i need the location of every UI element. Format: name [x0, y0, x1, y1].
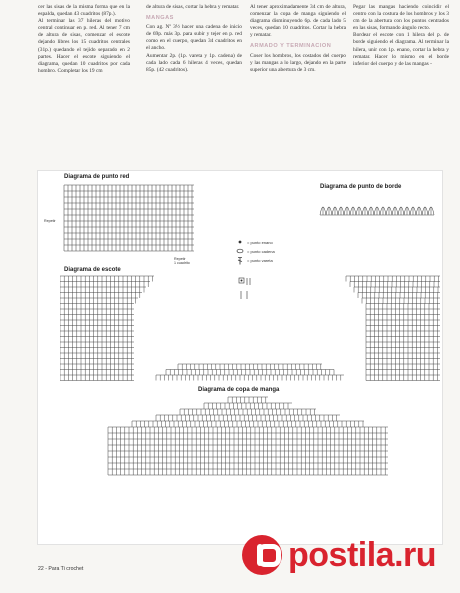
diagram-title-escote: Diagrama de escote: [64, 267, 121, 273]
legend-enano: [236, 239, 273, 245]
paragraph: Con ag. Nº 3½ hacer una cadena de inicio de 69p. más 3p. para subir y tejer en p. red como en el cuerpo, quedan 34 cuadritos en el ancho.: [146, 24, 242, 52]
legend-label: = punto vareta: [247, 257, 273, 263]
vareta-icon: [236, 257, 244, 263]
legend-label: = punto cadena: [247, 248, 275, 254]
copa-manga-diagram: [98, 395, 398, 483]
repetir-label: Repetir: [44, 219, 56, 223]
paragraph: Aumentar 2p. (1p. vareta y 1p. cadena) de cada lado cada 6 hileras 4 veces, quedan 85p. (42 cuadritos).: [146, 52, 242, 73]
paragraph: de altura de sisas, cortar la hebra y rematar.: [146, 4, 240, 10]
repetir-label: Repetir 1 cuadrito: [174, 257, 190, 266]
paragraph: Pegar las mangas haciendo coincidir el centro con la costura de los hombros y los 3 cm de la abertura con los puntos centrados en las sisas, formando ángulo recto.: [353, 4, 449, 32]
legend-vareta: [236, 257, 273, 263]
paragraph: Al tener aproximadamente 34 cm de altura, comenzar la copa de manga siguiendo el diagrama disminuyendo 6p. de cada lado 5 veces, quedan 10 cuadritos. Cortar la hebra y rematar.: [250, 4, 346, 39]
text-column-2: [146, 4, 242, 74]
watermark: [242, 533, 438, 577]
diagram-panel: [37, 170, 443, 545]
diagram-title-punto-red: Diagrama de punto red: [64, 174, 130, 180]
paragraph: Al terminar las 37 hileras del motivo central continuar en p. red. Al tener 7 cm de altura de sisas, comenzar el escote dejando libres los 15 cuadritos centrales (31p.) quedando el tejido separado en 2 partes. Hacer el escote siguiendo el diagrama, quedan 10 cuadritos por cada hombro. Completar los 19 cm: [38, 18, 130, 74]
paragraph: Coser los hombros, los costados del cuerpo y las mangas a lo largo, dejando en la parte superior una abertura de 3 cm.: [250, 52, 346, 73]
paragraph: cer las sisas de la misma forma que en la espalda, quedan 43 cuadritos (87p.).: [38, 4, 130, 18]
text-column-1: [38, 4, 130, 75]
text-column-4: [353, 4, 449, 68]
watermark-text: postila.ru: [288, 535, 437, 574]
section-heading: MANGAS: [146, 15, 174, 22]
oval-icon: [236, 248, 244, 254]
section-heading: ARMADO Y TERMINACION: [250, 43, 332, 50]
punto-red-diagram: [60, 183, 200, 255]
legend-cadena: [236, 248, 275, 254]
postila-logo-icon: [242, 535, 282, 575]
diagram-title-punto-borde: Diagrama de punto de borde: [320, 184, 402, 190]
paragraph: Bordear el escote con 1 hilera del p. de borde siguiendo el diagrama. Al terminar la hilera, unir con 1p. enano, cortar la hebra y rematar. Hacer lo mismo en el borde inferior del cuerpo y de las mangas -: [353, 32, 449, 67]
dot-icon: [236, 239, 244, 245]
diagram-title-copa-manga: Diagrama de copa de manga: [198, 387, 280, 393]
legend-label: = punto enano: [247, 239, 273, 245]
punto-borde-diagram: [318, 193, 436, 221]
page-footer: 22 - Para Ti crochet: [38, 566, 84, 572]
escote-diagram: [60, 274, 440, 384]
text-column-3: [250, 4, 346, 74]
